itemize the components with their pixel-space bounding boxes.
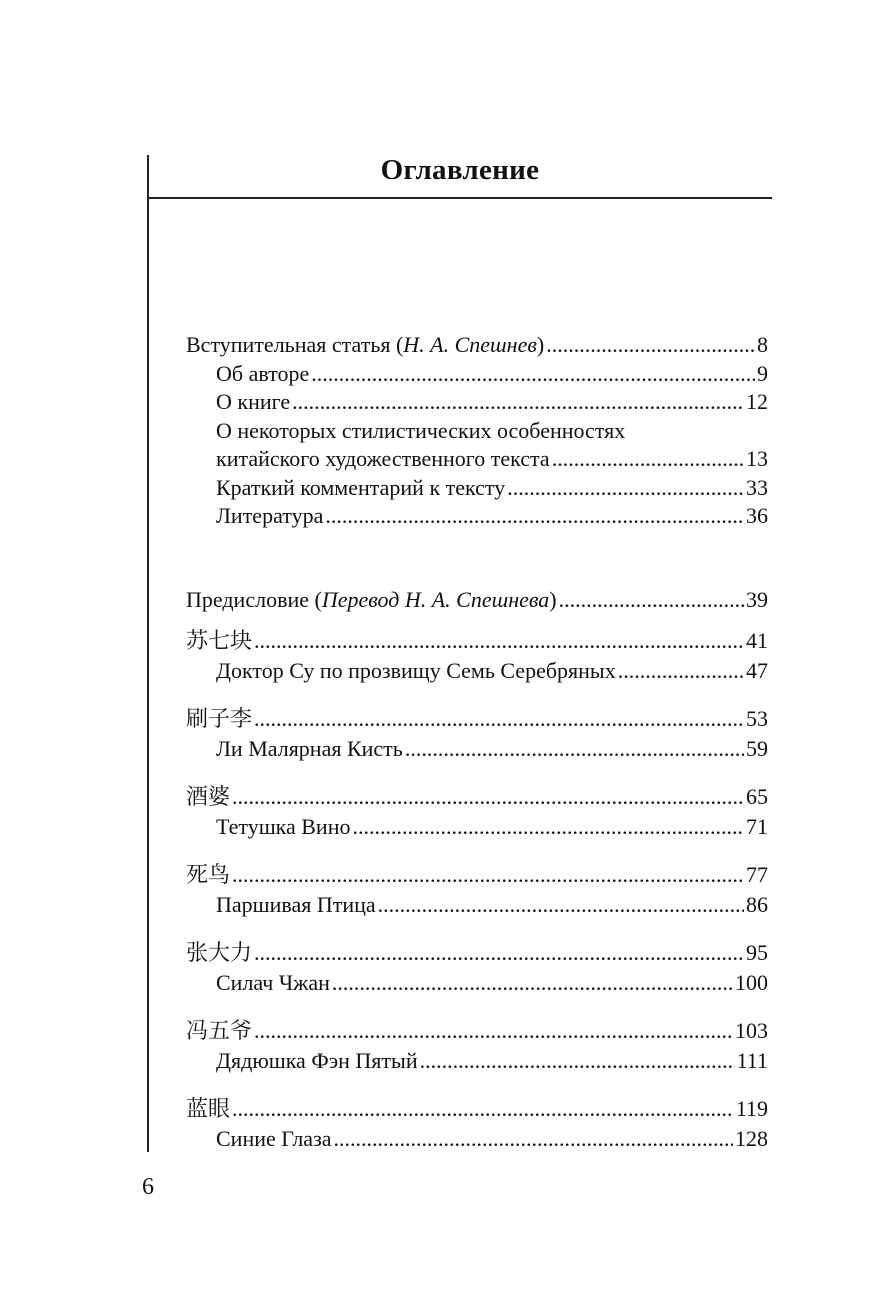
dot-leader <box>311 360 755 389</box>
title-underline <box>147 197 772 199</box>
toc-page-number: 59 <box>746 735 768 761</box>
toc-entry-title: Ли Малярная Кисть <box>216 735 403 761</box>
vertical-rule <box>147 155 149 1152</box>
dot-leader <box>232 861 744 890</box>
toc-subentry-line1[interactable]: О некоторых стилистических особенностях <box>216 417 626 443</box>
toc-subentry[interactable] <box>186 502 768 531</box>
dot-leader <box>254 705 744 734</box>
toc-page-number: 39 <box>746 586 768 612</box>
toc-entry-title: Краткий комментарий к тексту <box>216 474 506 500</box>
toc-page-number: 13 <box>746 446 768 471</box>
toc-page-number: 33 <box>746 474 768 500</box>
toc-entry-russian[interactable] <box>186 969 768 998</box>
toc-entry-title: Паршивая Птица <box>216 891 376 917</box>
toc-entry-title: Вступительная статья (Н. А. Спешнев) <box>186 332 545 357</box>
dot-leader <box>232 1095 734 1124</box>
toc-page-number: 36 <box>746 503 768 528</box>
toc-page-number: 41 <box>746 628 768 653</box>
toc-page-number: 100 <box>735 969 768 995</box>
toc-entry-chinese[interactable] <box>186 1017 768 1047</box>
toc-entry-title: Доктор Су по прозвищу Семь Серебряных <box>216 657 616 683</box>
toc-page-number: 12 <box>746 389 768 414</box>
toc-entry-chinese[interactable] <box>186 1095 768 1125</box>
toc-entry-title: Тетушка Вино <box>216 813 351 839</box>
page-title: Оглавление <box>380 154 540 186</box>
toc-page-number: 103 <box>735 1018 768 1043</box>
dot-leader <box>332 969 733 998</box>
table-of-contents <box>186 331 768 1153</box>
dot-leader <box>378 891 744 920</box>
dot-leader <box>254 627 744 656</box>
toc-page-number: 53 <box>746 706 768 731</box>
dot-leader <box>546 331 755 360</box>
page-number: 6 <box>142 1174 154 1200</box>
dot-leader <box>325 502 744 531</box>
toc-page-number: 128 <box>735 1125 768 1151</box>
dot-leader <box>292 388 744 417</box>
toc-entry-chinese[interactable] <box>186 627 768 657</box>
toc-entry-title: О книге <box>216 389 291 414</box>
toc-entry-chinese[interactable] <box>186 783 768 813</box>
toc-entry-russian[interactable] <box>186 1125 768 1154</box>
toc-entry-title: Об авторе <box>216 360 310 386</box>
toc-entry-title: 张大力 <box>186 941 253 966</box>
dot-leader <box>559 586 744 615</box>
toc-entry-chinese[interactable] <box>186 861 768 891</box>
toc-page-number: 77 <box>746 862 768 887</box>
dot-leader <box>618 657 744 686</box>
toc-entry-russian[interactable] <box>186 891 768 920</box>
dot-leader <box>254 939 744 968</box>
toc-entry-title: 苏七块 <box>186 629 253 654</box>
toc-page-number: 119 <box>735 1096 768 1121</box>
dot-leader <box>405 735 744 764</box>
toc-entry-title: китайского художественного текста <box>216 446 550 471</box>
toc-entry-title: Синие Глаза <box>216 1125 332 1151</box>
toc-entry-title: 死鸟 <box>186 863 231 888</box>
toc-entry-title: 刷子李 <box>186 707 253 732</box>
toc-page-number: 8 <box>757 332 768 357</box>
dot-leader <box>507 474 744 503</box>
toc-subentry[interactable] <box>186 388 768 417</box>
toc-entry-chinese[interactable] <box>186 705 768 735</box>
toc-page-number: 65 <box>746 784 768 809</box>
toc-entry-russian[interactable] <box>186 735 768 764</box>
toc-entry-russian[interactable] <box>186 1047 768 1076</box>
toc-entry-title: 冯五爷 <box>186 1019 253 1044</box>
dot-leader <box>232 783 744 812</box>
toc-entry-intro[interactable] <box>186 331 768 360</box>
toc-entry-russian[interactable] <box>186 657 768 686</box>
toc-page-number: 95 <box>746 940 768 965</box>
toc-page-number: 111 <box>736 1047 768 1073</box>
dot-leader <box>352 813 744 842</box>
toc-page-number: 86 <box>746 891 768 917</box>
dot-leader <box>334 1125 733 1154</box>
dot-leader <box>254 1017 733 1046</box>
toc-subentry[interactable] <box>186 445 768 474</box>
toc-entry-title: Предисловие (Перевод Н. А. Спешнева) <box>186 586 557 612</box>
toc-subentry[interactable] <box>186 474 768 503</box>
dot-leader <box>420 1047 735 1076</box>
toc-entry-title: Литература <box>216 503 324 528</box>
toc-subentry[interactable] <box>186 360 768 389</box>
toc-entry-preface[interactable] <box>186 586 768 615</box>
toc-entry-russian[interactable] <box>186 813 768 842</box>
toc-entry-title: 蓝眼 <box>186 1097 231 1122</box>
toc-entry-title: 酒婆 <box>186 785 231 810</box>
toc-entry-title: Силач Чжан <box>216 969 330 995</box>
toc-page-number: 47 <box>746 657 768 683</box>
toc-entry-title: Дядюшка Фэн Пятый <box>216 1047 418 1073</box>
dot-leader <box>552 445 744 474</box>
toc-page-number: 71 <box>746 813 768 839</box>
toc-entry-chinese[interactable] <box>186 939 768 969</box>
toc-page-number: 9 <box>757 360 768 386</box>
